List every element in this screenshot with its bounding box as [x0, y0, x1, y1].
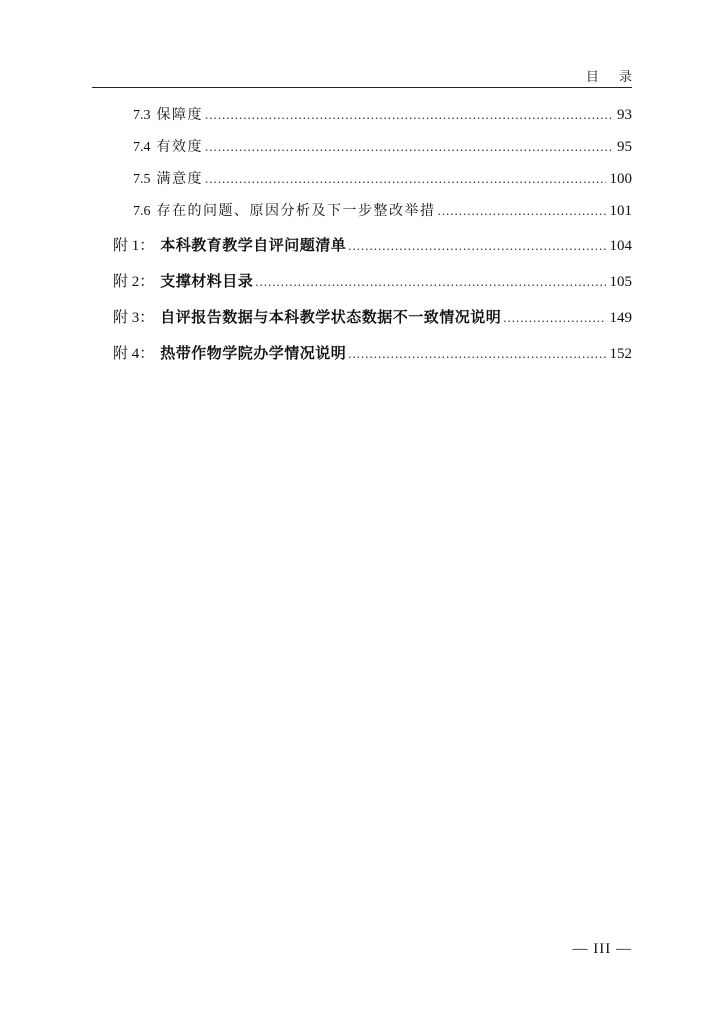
page-number: — III — — [572, 941, 632, 957]
toc-entry-title: 本科教育教学自评问题清单 — [160, 236, 347, 254]
toc-entry-title: 存在的问题、原因分析及下一步整改举措 — [156, 203, 436, 219]
toc-entry-appendix-4[interactable] — [113, 341, 632, 365]
toc-entry-7-6[interactable] — [133, 199, 632, 223]
toc-entry-number: 附 3： — [113, 310, 155, 326]
dot-leader — [205, 167, 606, 191]
toc-entry-appendix-3[interactable] — [113, 305, 632, 329]
table-of-contents — [0, 0, 724, 400]
toc-entry-title: 自评报告数据与本科教学状态数据不一致情况说明 — [160, 308, 502, 326]
running-header: 目 录 — [585, 70, 640, 85]
toc-entry-number: 附 2： — [113, 274, 155, 290]
toc-entry-number: 7.5 — [133, 172, 151, 187]
dot-leader — [348, 234, 605, 258]
toc-entry-page: 93 — [617, 107, 632, 123]
toc-entry-title: 热带作物学院办学情况说明 — [160, 344, 347, 362]
toc-entry-page: 149 — [609, 310, 632, 326]
dot-leader — [205, 135, 613, 159]
dot-leader — [205, 103, 613, 127]
toc-entry-number: 附 1： — [113, 238, 155, 254]
dot-leader — [438, 199, 606, 223]
toc-entry-page: 100 — [609, 171, 632, 187]
dot-leader — [255, 270, 605, 294]
toc-entry-page: 101 — [609, 203, 632, 219]
toc-entry-appendix-1[interactable] — [113, 233, 632, 257]
dot-leader — [348, 342, 605, 366]
toc-entry-page: 104 — [609, 238, 632, 254]
toc-entry-title: 保障度 — [156, 107, 203, 123]
toc-entry-page: 105 — [609, 274, 632, 290]
toc-entry-page: 95 — [617, 139, 632, 155]
toc-entry-number: 7.4 — [133, 140, 151, 155]
toc-entry-appendix-2[interactable] — [113, 269, 632, 293]
toc-entry-page: 152 — [609, 346, 632, 362]
toc-entry-number: 7.6 — [133, 204, 151, 219]
toc-entry-number: 附 4： — [113, 346, 155, 362]
toc-entry-title: 有效度 — [156, 139, 203, 155]
toc-entry-title: 满意度 — [156, 171, 203, 187]
toc-entry-number: 7.3 — [133, 108, 151, 123]
toc-entry-7-5[interactable] — [133, 167, 632, 191]
dot-leader — [503, 306, 605, 330]
toc-entry-title: 支撑材料目录 — [160, 272, 254, 290]
toc-entry-7-3[interactable] — [133, 103, 632, 127]
toc-entry-7-4[interactable] — [133, 135, 632, 159]
